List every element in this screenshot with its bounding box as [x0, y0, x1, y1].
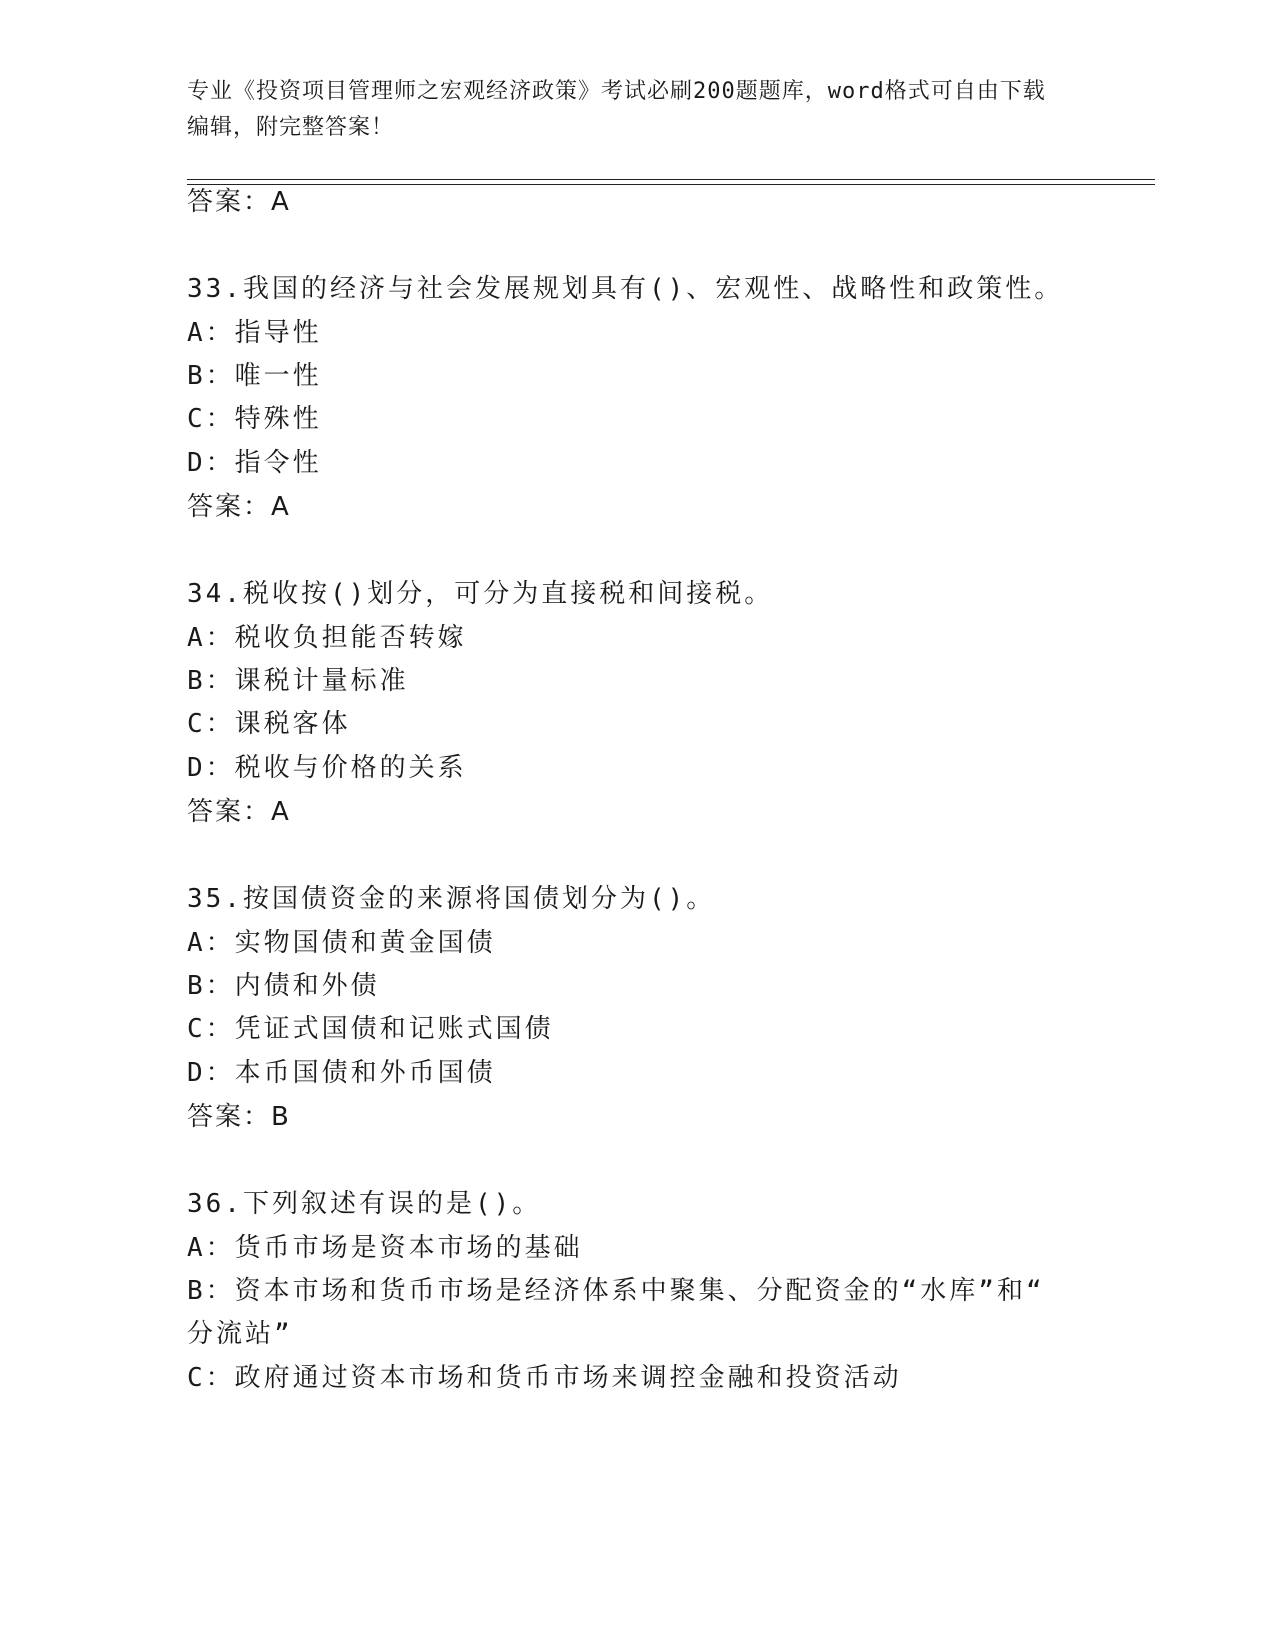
answer-32: 答案：A — [187, 187, 291, 217]
answer-35: 答案：B — [187, 1102, 291, 1132]
option-36-a: A：货币市场是资本市场的基础 — [187, 1233, 583, 1263]
document-header: 专业《投资项目管理师之宏观经济政策》考试必刷200题题库，word格式可自由下载编辑，附完整答案！ — [187, 79, 1046, 140]
question-33: 33.我国的经济与社会发展规划具有()、宏观性、战略性和政策性。 — [187, 274, 1064, 304]
option-33-b: B：唯一性 — [187, 361, 322, 391]
option-34-a: A：税收负担能否转嫁 — [187, 623, 467, 653]
option-33-a: A：指导性 — [187, 318, 322, 348]
option-35-b: B：内债和外债 — [187, 971, 380, 1001]
option-33-c: C：特殊性 — [187, 404, 322, 434]
option-36-c: C：政府通过资本市场和货币市场来调控金融和投资活动 — [187, 1363, 902, 1393]
option-34-c: C：课税客体 — [187, 709, 351, 739]
question-34: 34.税收按()划分，可分为直接税和间接税。 — [187, 579, 774, 609]
question-35: 35.按国债资金的来源将国债划分为()。 — [187, 884, 716, 914]
option-34-b: B：课税计量标准 — [187, 666, 409, 696]
option-35-c: C：凭证式国债和记账式国债 — [187, 1014, 554, 1044]
option-35-d: D：本币国债和外币国债 — [187, 1058, 496, 1088]
option-35-a: A：实物国债和黄金国债 — [187, 928, 496, 958]
answer-34: 答案：A — [187, 797, 291, 827]
header-divider-bottom — [187, 184, 1155, 185]
answer-33: 答案：A — [187, 492, 291, 522]
option-36-b-continued: 分流站” — [187, 1319, 293, 1349]
option-33-d: D：指令性 — [187, 448, 322, 478]
option-34-d: D：税收与价格的关系 — [187, 753, 467, 783]
option-36-b: B：资本市场和货币市场是经济体系中聚集、分配资金的“水库”和“ — [187, 1276, 1045, 1306]
header-divider-top — [187, 179, 1155, 180]
question-36: 36.下列叙述有误的是()。 — [187, 1189, 542, 1219]
